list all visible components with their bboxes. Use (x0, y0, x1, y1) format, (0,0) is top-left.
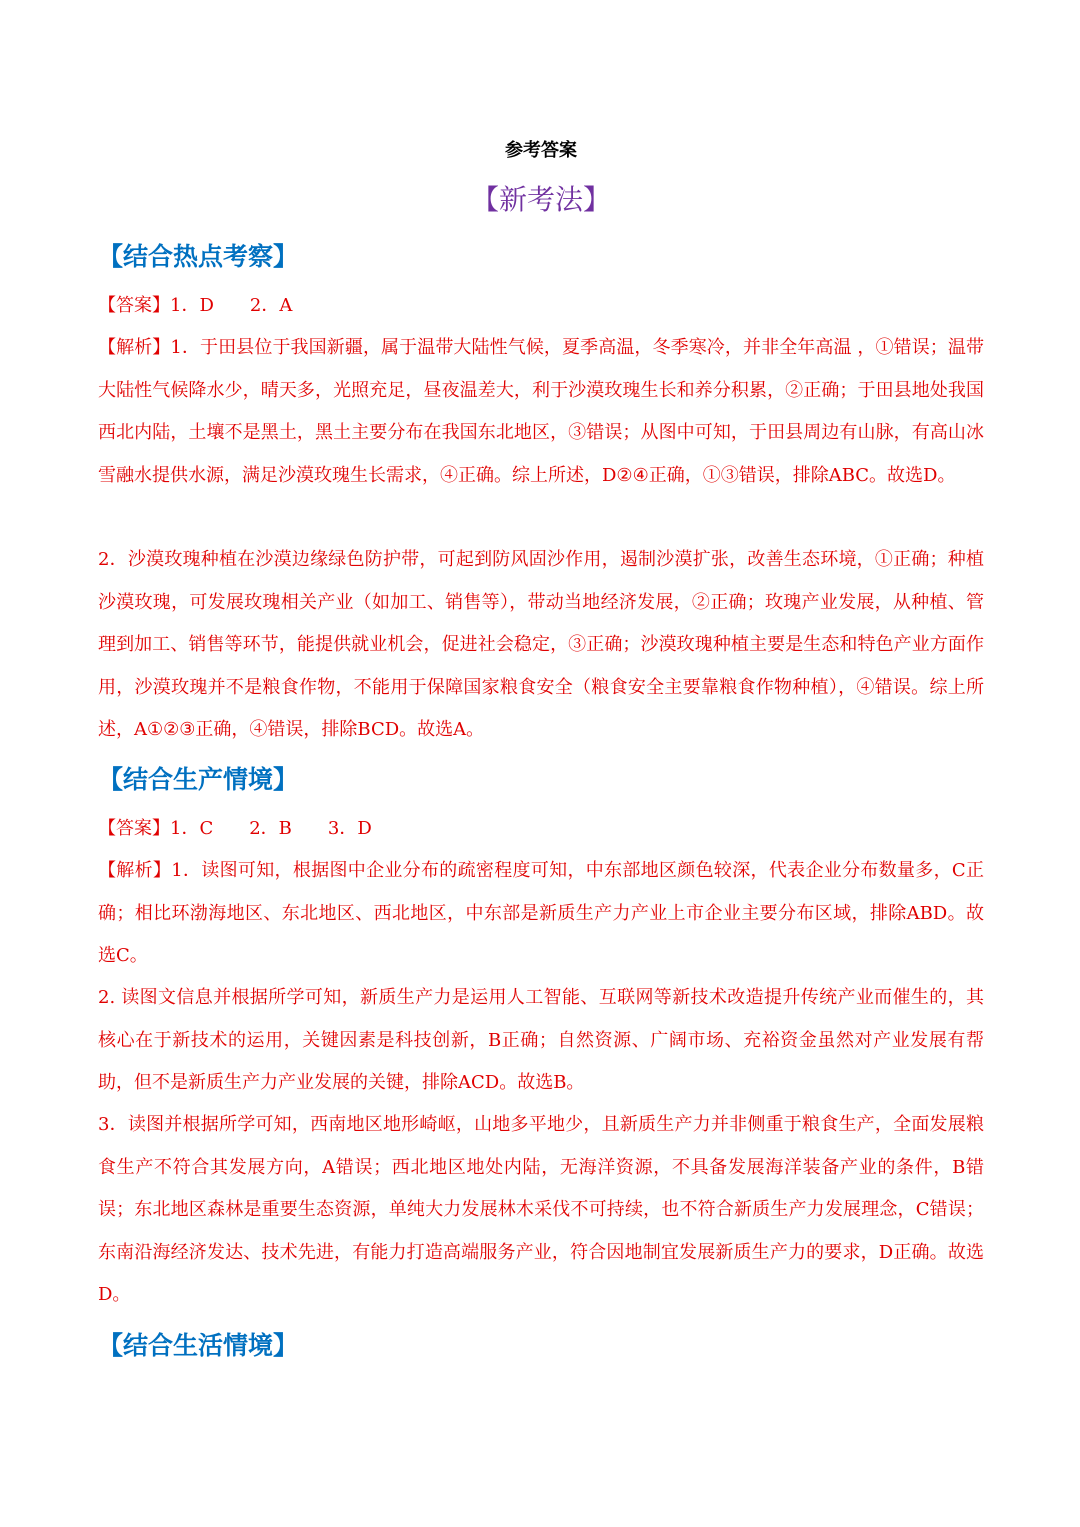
analysis-paragraph: 3．读图并根据所学可知，西南地区地形崎岖，山地多平地少，且新质生产力并非侧重于粮食生产，全面发展粮食生产不符合其发展方向，A错误；西北地区地处内陆，无海洋资源，不具备发展海洋装备产业的条件，B错误；东北地区森林是重要生态资源，单纯大力发展林木采伐不可持续，也不符合新质生产力发展理念，C错误；东南沿海经济发达、技术先进，有能力打造高端服务产业，符合因地制宜发展新质生产力的要求，D正确。故选D。 (98, 1114, 984, 1305)
analysis-paragraph (98, 327, 984, 497)
section-heading-life: 【结合生活情境】 (98, 1331, 299, 1360)
document-title: 参考答案 (505, 140, 577, 161)
analysis-text: 1．于田县位于我国新疆，属于温带大陆性气候，夏季高温，冬季寒冷，并非全年高温 ，①错误；温带大陆性气候降水少，晴天多，光照充足，昼夜温差大，利于沙漠玫瑰生长和养分积累，②正确；于田县地处我国西北内陆，土壤不是黑土，黑土主要分布在我国东北地区，③错误；从图中可知，于田县周边有山脉，有高山冰雪融水提供水源，满足沙漠玫瑰生长需求，④正确。综上所述，D②④正确，①③错误，排除ABC。故选D。 (98, 337, 985, 486)
section-heading-hotspot: 【结合热点考察】 (98, 242, 299, 271)
answer-label: 【答案】 (98, 818, 170, 839)
section-heading-production: 【结合生产情境】 (98, 765, 299, 794)
analysis-paragraph (98, 850, 984, 978)
analysis-label: 【解析】 (98, 860, 172, 881)
answer-line (98, 808, 984, 851)
main-heading: 【新考法】 (470, 183, 611, 216)
answer-line (98, 285, 984, 328)
answer-label: 【答案】 (98, 295, 170, 316)
analysis-paragraph: 2. 读图文信息并根据所学可知，新质生产力是运用人工智能、互联网等新技术改造提升传统产业而催生的，其核心在于新技术的运用，关键因素是科技创新，B正确；自然资源、广阔市场、充裕资金虽然对产业发展有帮助，但不是新质生产力产业发展的关键，排除ACD。故选B。 (98, 987, 984, 1093)
analysis-label: 【解析】 (98, 337, 171, 358)
answer-text: 1．C 2．B 3．D (170, 818, 372, 839)
analysis-text: 1．读图可知，根据图中企业分布的疏密程度可知，中东部地区颜色较深，代表企业分布数量多，C正确；相比环渤海地区、东北地区、西北地区，中东部是新质生产力产业上市企业主要分布区域，排除ABD。故选C。 (98, 860, 984, 966)
analysis-paragraph: 2．沙漠玫瑰种植在沙漠边缘绿色防护带，可起到防风固沙作用，遏制沙漠扩张，改善生态环境，①正确；种植沙漠玫瑰，可发展玫瑰相关产业（如加工、销售等），带动当地经济发展，②正确；玫瑰产业发展，从种植、管理到加工、销售等环节，能提供就业机会，促进社会稳定，③正确；沙漠玫瑰种植主要是生态和特色产业方面作用，沙漠玫瑰并不是粮食作物，不能用于保障国家粮食安全（粮食安全主要靠粮食作物种植），④错误。综上所述，A①②③正确，④错误，排除BCD。故选A。 (98, 549, 984, 740)
answer-text: 1．D 2．A (170, 295, 293, 316)
